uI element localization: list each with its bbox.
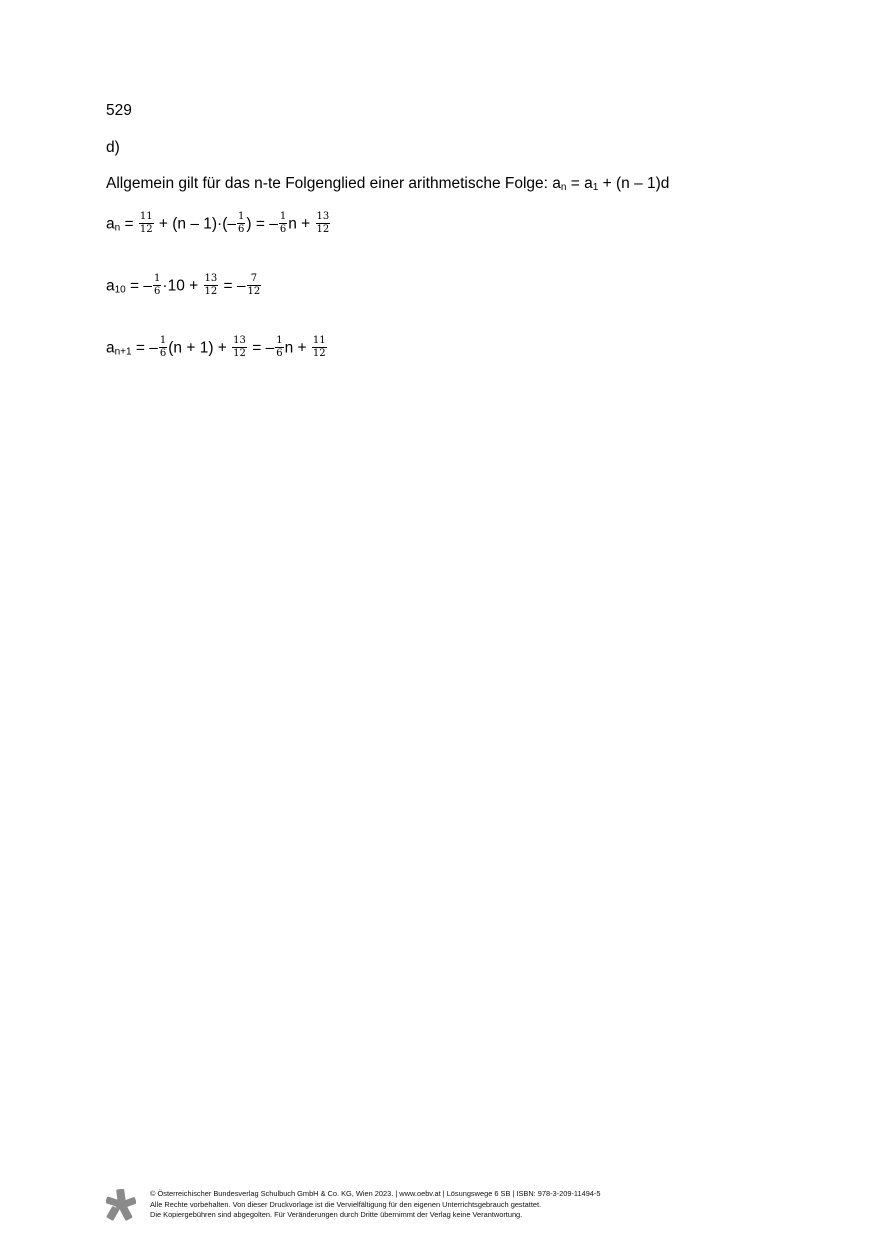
eq3-f1-num: 1	[159, 335, 167, 346]
formula-rest: + (n – 1)d	[598, 175, 670, 192]
equation-an	[106, 212, 331, 239]
eq3-fraction-3	[275, 335, 283, 360]
eq1-eq: =	[120, 215, 138, 233]
intro-text: Allgemein gilt für das n-te Folgenglied einer arithmetische Folge:	[106, 175, 553, 192]
eq2-eq: = –	[125, 277, 153, 295]
eq2-fraction-1	[153, 273, 161, 298]
eq3-fraction-2	[232, 335, 247, 360]
eq3-f4-num: 11	[312, 335, 326, 346]
subtask-label: d)	[106, 139, 120, 156]
eq3-lhs-sub: n+1	[114, 346, 132, 358]
eq1-f2-num: 1	[238, 211, 245, 222]
eq2-f3-den: 12	[247, 286, 261, 297]
eq2-fraction-2	[204, 273, 219, 298]
eq1-f1-den: 12	[139, 224, 153, 235]
eq2-f1-den: 6	[154, 286, 161, 297]
equation-an-plus-1	[106, 336, 328, 363]
eq1-fraction-3	[279, 211, 287, 236]
eq2-lhs-sub: 10	[114, 284, 126, 296]
eq2-mid: ·10 +	[162, 277, 203, 295]
eq2-f2-num: 13	[204, 273, 218, 284]
intro-sentence	[106, 174, 669, 198]
eq1-f1-num: 11	[139, 211, 153, 222]
eq1-lhs: a	[106, 215, 115, 233]
eq2-mid2: = –	[219, 277, 246, 295]
eq3-lhs: a	[106, 339, 115, 357]
eq3-fraction-1	[159, 335, 167, 360]
eq1-f3-num: 1	[279, 211, 287, 222]
formula-a: a	[552, 175, 561, 192]
footer-copyright-line: © Österreichischer Bundesverlag Schulbuch GmbH & Co. KG, Wien 2023. | www.oebv.at | Lösungswege 6 SB | ISBN: 978-3-209-11494-5	[150, 1189, 601, 1198]
formula-sub-1: 1	[592, 182, 599, 193]
eq3-f4-den: 12	[312, 348, 326, 359]
footer-text	[150, 1189, 601, 1221]
eq3-f2-den: 12	[233, 348, 246, 359]
eq1-f4-num: 13	[316, 211, 330, 222]
eq3-mid3: n +	[284, 339, 311, 357]
eq1-f4-den: 12	[316, 224, 330, 235]
eq2-lhs: a	[106, 277, 115, 295]
page-number: 529	[106, 102, 132, 119]
eq1-f2-den: 6	[238, 224, 245, 235]
eq3-mid2: = –	[247, 339, 275, 357]
eq1-fraction-2	[237, 211, 245, 236]
eq2-f1-num: 1	[154, 273, 161, 284]
footer-rights-line: Alle Rechte vorbehalten. Von dieser Druckvorlage ist die Vervielfältigung für den eigenen Unterrichtsgebrauch gestattet.	[150, 1199, 542, 1209]
eq3-f2-num: 13	[233, 335, 246, 346]
eq3-eq: = –	[131, 339, 158, 357]
eq1-mid2: ) = –	[246, 215, 278, 233]
eq3-fraction-4	[312, 335, 327, 360]
formula-eq: = a	[566, 175, 593, 192]
eq1-fraction-1	[139, 211, 154, 236]
page-footer	[106, 1189, 866, 1229]
eq1-mid: + (n – 1)·(–	[154, 215, 236, 233]
oebv-asterisk-logo-icon	[106, 1189, 136, 1221]
eq3-f1-den: 6	[159, 348, 167, 359]
eq2-f2-den: 12	[204, 286, 218, 297]
eq1-lhs-sub: n	[114, 222, 121, 234]
eq2-fraction-3	[247, 273, 262, 298]
eq1-mid3: n +	[288, 215, 315, 233]
equation-a10	[106, 274, 262, 301]
eq3-f3-num: 1	[276, 335, 283, 346]
eq3-mid: (n + 1) +	[168, 339, 232, 357]
footer-fees-line: Die Kopiergebühren sind abgegolten. Für Veränderungen durch Dritte übernimmt der Verlag keine Verantwortung.	[150, 1210, 523, 1219]
eq1-f3-den: 6	[279, 224, 287, 235]
eq3-f3-den: 6	[276, 348, 283, 359]
eq1-fraction-4	[316, 211, 331, 236]
formula-sub-n: n	[560, 182, 567, 193]
eq2-f3-num: 7	[247, 273, 262, 286]
